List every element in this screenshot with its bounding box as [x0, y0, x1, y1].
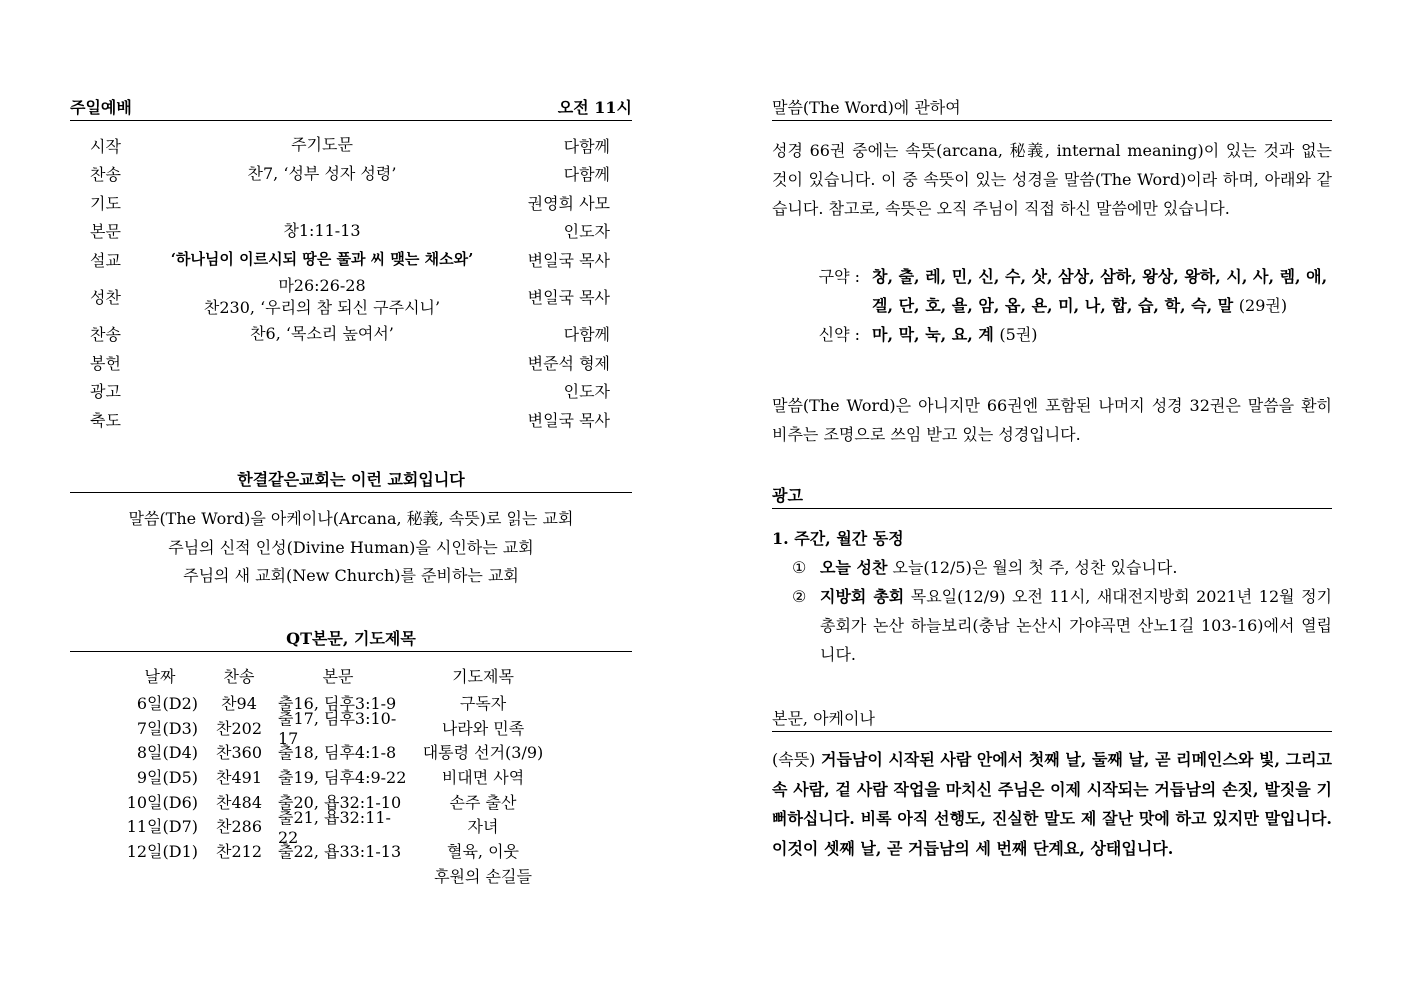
qt-hymn: 찬360 — [216, 743, 262, 763]
ad-detail: 목요일(12/9) 오전 11시, 새대전지방회 2021년 12월 정기총회가 논산 하늘보리(충남 논산시 가야곡면 산노1길 103-16)에서 열립니다. — [820, 587, 1332, 664]
sermon-title: ‘하나님이 이르시되 땅은 풀과 씨 맺는 채소와’ — [170, 250, 474, 269]
worship-header — [70, 95, 632, 121]
worship-leader: 변일국 목사 — [527, 410, 610, 430]
qt-prayer: 대통령 선거(3/9) — [422, 743, 544, 763]
qt-header — [70, 626, 632, 652]
qt-hymn: 찬212 — [216, 841, 262, 861]
worship-row — [90, 131, 610, 160]
qt-col-hymn: 찬송 — [223, 666, 255, 686]
worship-label: 본문 — [90, 222, 121, 242]
qt-text: 출19, 딤후4:9-22 — [278, 767, 407, 787]
table-row — [110, 838, 590, 863]
identity-line: 주님의 신적 인성(Divine Human)을 시인하는 교회 — [168, 537, 534, 557]
qt-prayer: 비대면 사역 — [441, 767, 525, 787]
ad-text — [820, 553, 1332, 582]
worship-row — [90, 320, 610, 349]
worship-content: 찬7, ‘성부 성자 성령’ — [247, 163, 397, 183]
qt-text: 출22, 욥33:1-13 — [278, 841, 402, 861]
worship-row — [90, 274, 610, 320]
table-row — [110, 807, 590, 847]
ad-keyword: 지방회 총회 — [820, 587, 905, 606]
worship-label: 기도 — [90, 193, 121, 213]
word-paragraph-1: 성경 66권 중에는 속뜻(arcana, 秘義, internal meaning)이 있는 것과 없는 것이 있습니다. 이 중 속뜻이 있는 성경을 말씀(The Word)이라 하며, 아래와 같습니다. 참고로, 속뜻은 오직 주님이 직접 하신 말씀에만 있습니다. — [772, 141, 1332, 218]
worship-label: 찬송 — [90, 325, 121, 345]
list-item — [772, 553, 1332, 582]
worship-row — [90, 160, 610, 189]
word-paragraph-2: 말씀(The Word)은 아니지만 66권엔 포함된 나머지 성경 32권은 말씀을 환히 비추는 조명으로 쓰임 받고 있는 성경입니다. — [772, 396, 1332, 444]
qt-date: 9일(D5) — [136, 767, 198, 787]
church-header — [70, 467, 632, 493]
word-header — [772, 95, 1332, 121]
table-row — [110, 709, 590, 749]
qt-prayer: 후원의 손길들 — [434, 866, 532, 886]
qt-date: 7일(D3) — [136, 718, 198, 738]
arcana-header — [772, 706, 1332, 732]
word-title: 말씀(The Word)에 관하여 — [772, 98, 961, 117]
worship-order — [90, 131, 610, 434]
ad-header — [772, 483, 1332, 509]
qt-prayer: 혈육, 이웃 — [447, 841, 519, 861]
worship-label: 찬송 — [90, 165, 121, 185]
ad-detail: 오늘(12/5)은 월의 첫 주, 성찬 있습니다. — [887, 558, 1178, 577]
communion-hymn: 찬230, ‘우리의 참 되신 구주시니’ — [203, 297, 441, 317]
worship-leader: 다함께 — [563, 325, 610, 345]
qt-hymn: 찬286 — [216, 817, 262, 837]
ad-number: ① — [792, 558, 807, 577]
qt-date: 11일(D7) — [126, 817, 198, 837]
worship-content: 창1:11-13 — [283, 220, 361, 240]
qt-prayer: 나라와 민족 — [441, 718, 525, 738]
qt-text: 출17, 딤후3:10-17 — [278, 709, 397, 749]
worship-leader: 다함께 — [563, 165, 610, 185]
arcana-title: 본문, 아케이나 — [772, 709, 875, 728]
worship-label: 축도 — [90, 410, 121, 430]
table-row — [110, 863, 590, 888]
table-row — [110, 764, 590, 789]
ot-books — [872, 262, 1332, 320]
worship-label: 시작 — [90, 136, 121, 156]
qt-hymn: 찬484 — [216, 792, 262, 812]
ot-book-names: 창, 출, 레, 민, 신, 수, 삿, 삼상, 삼하, 왕상, 왕하, 시, 사, 렘, 애, 겔, 단, 호, 욜, 암, 옵, 욘, 미, 나, 합, 습, 학, 슥, 말 — [872, 267, 1328, 315]
worship-label: 광고 — [90, 382, 121, 402]
arcana-text: 거듭남이 시작된 사람 안에서 첫째 날, 둘째 날, 곧 리메인스와 빛, 그리고 속 사람, 겉 사람 작업을 마치신 주님은 이제 시작되는 거듭남의 손짓, 발짓을 기뻐하십니다. 비록 아직 선행도, 진실한 말도 제 잘난 맛에 하고 있지만 말입니다. 이것이 셋째 날, 곧 거듭남의 세 번째 단계요, 상태입니다. — [772, 750, 1332, 858]
nt-books — [872, 320, 1332, 349]
ad-number: ② — [792, 587, 807, 606]
qt-col-prayer: 기도제목 — [452, 666, 514, 686]
qt-date: 8일(D4) — [136, 743, 198, 763]
nt-book-names: 마, 막, 눅, 요, 계 — [872, 325, 994, 344]
worship-label: 성찬 — [90, 288, 121, 307]
identity-line: 말씀(The Word)을 아케이나(Arcana, 秘義, 속뜻)로 읽는 교회 — [128, 509, 574, 528]
worship-row — [90, 245, 610, 274]
qt-date: 10일(D6) — [126, 792, 198, 812]
worship-leader: 인도자 — [563, 222, 610, 242]
arcana-prefix: (속뜻) — [772, 750, 816, 769]
ot-label: 구약 : — [818, 267, 860, 286]
worship-content: 주기도문 — [291, 135, 353, 155]
table-row — [110, 739, 590, 764]
ad-keyword: 오늘 성찬 — [820, 558, 888, 577]
ad-text — [820, 582, 1332, 669]
qt-hymn: 찬94 — [221, 693, 257, 713]
worship-row — [90, 217, 610, 246]
ad-list — [772, 524, 1332, 669]
ot-count: (29권) — [1238, 296, 1288, 315]
worship-row — [90, 405, 610, 434]
qt-title: QT본문, 기도제목 — [286, 629, 416, 648]
qt-text: 출18, 딤후4:1-8 — [278, 743, 397, 763]
qt-date: 12일(D1) — [126, 841, 198, 861]
worship-content: 찬6, ‘목소리 높여서’ — [250, 323, 394, 343]
worship-row — [90, 188, 610, 217]
qt-text: 출20, 욥32:1-10 — [278, 792, 402, 812]
qt-text: 출21, 욥32:11-22 — [278, 807, 391, 847]
qt-col-text: 본문 — [322, 666, 354, 686]
nt-count: (5권) — [999, 325, 1038, 344]
worship-leader: 권영희 사모 — [527, 193, 610, 213]
church-identity — [70, 505, 632, 591]
worship-time: 오전 11시 — [557, 98, 632, 117]
worship-row — [90, 377, 610, 406]
worship-label: 봉헌 — [90, 353, 121, 373]
qt-prayer: 자녀 — [467, 817, 499, 837]
worship-content — [138, 275, 506, 319]
worship-label: 설교 — [90, 250, 121, 270]
qt-prayer: 손주 출산 — [449, 792, 517, 812]
worship-leader: 변일국 목사 — [527, 250, 610, 270]
worship-row — [90, 348, 610, 377]
arcana-paragraph — [772, 745, 1332, 863]
worship-leader: 변준석 형제 — [527, 353, 610, 373]
nt-label: 신약 : — [818, 325, 860, 344]
worship-leader: 변일국 목사 — [527, 288, 610, 307]
list-item — [772, 582, 1332, 669]
communion-scripture: 마26:26-28 — [278, 275, 366, 295]
qt-hymn: 찬202 — [216, 718, 262, 738]
ad-section-title: 1. 주간, 월간 동정 — [772, 529, 904, 548]
identity-line: 주님의 새 교회(New Church)를 준비하는 교회 — [183, 566, 519, 585]
qt-col-date: 날짜 — [144, 666, 176, 686]
qt-date: 6일(D2) — [136, 693, 198, 713]
church-title: 한결같은교회는 이런 교회입니다 — [237, 470, 465, 489]
worship-title: 주일예배 — [70, 98, 132, 117]
ad-title: 광고 — [772, 486, 803, 505]
qt-text: 출16, 딤후3:1-9 — [278, 693, 397, 713]
book-list — [802, 262, 1332, 349]
qt-header-row — [110, 660, 590, 690]
worship-leader: 다함께 — [563, 136, 610, 156]
worship-leader: 인도자 — [563, 382, 610, 402]
qt-hymn: 찬491 — [216, 767, 262, 787]
qt-table — [110, 660, 590, 888]
qt-prayer: 구독자 — [459, 693, 507, 713]
